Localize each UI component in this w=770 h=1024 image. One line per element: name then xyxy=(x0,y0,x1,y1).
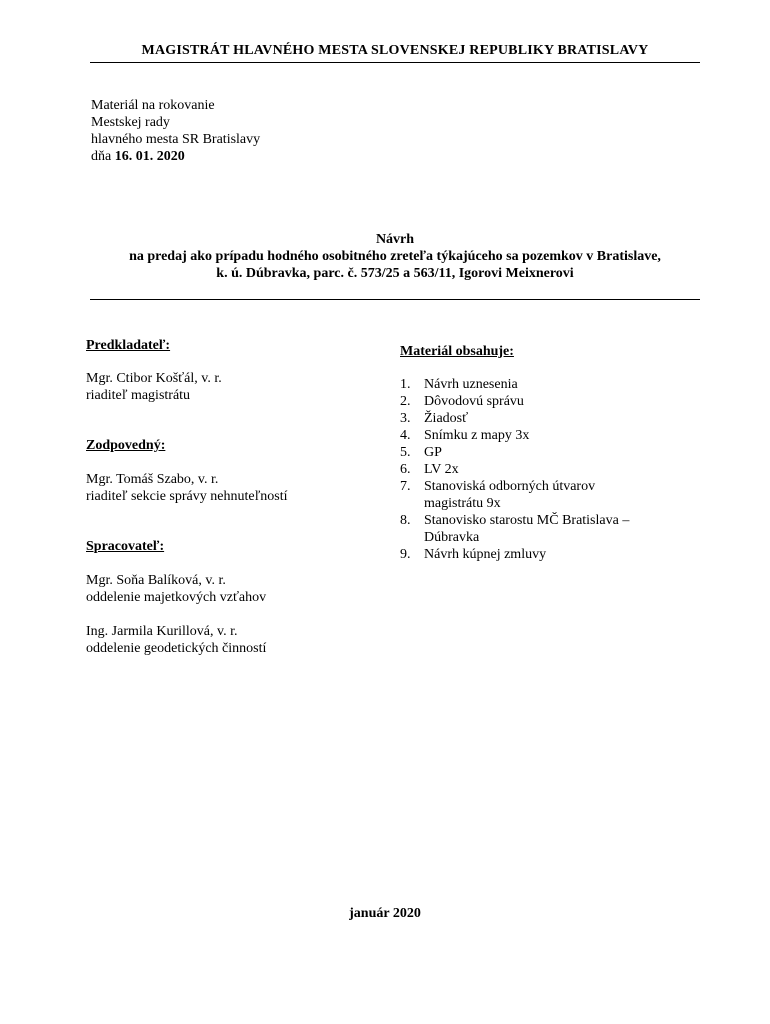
predkladatel-heading: Predkladateľ: xyxy=(86,338,171,353)
spracovatel-person xyxy=(86,572,266,606)
zodpovedny-role: riaditeľ sekcie správy nehnuteľností xyxy=(86,489,288,504)
header-rule xyxy=(90,62,700,63)
material-item-number: 5. xyxy=(400,445,411,460)
material-section xyxy=(400,343,680,563)
meeting-date-line xyxy=(91,148,260,165)
material-item xyxy=(400,427,680,444)
material-item-number: 9. xyxy=(400,547,411,562)
material-list xyxy=(400,376,680,563)
material-item-number: 6. xyxy=(400,462,411,477)
proposal-line-1: na predaj ako prípadu hodného osobitného zreteľa týkajúceho sa pozemkov v Bratislave, xyxy=(129,249,661,264)
meeting-line-1: Materiál na rokovanie xyxy=(91,98,215,113)
proposal-heading xyxy=(70,231,720,282)
material-item xyxy=(400,546,680,563)
material-item-text: Stanovisko starostu MČ Bratislava – xyxy=(424,513,630,528)
footer-date: január 2020 xyxy=(349,906,421,921)
material-heading: Materiál obsahuje: xyxy=(400,344,514,359)
material-item-number: 1. xyxy=(400,377,411,392)
material-item xyxy=(400,393,680,410)
material-item-text: LV 2x xyxy=(424,462,459,477)
material-item-number: 7. xyxy=(400,479,411,494)
material-item-text: Návrh kúpnej zmluvy xyxy=(424,547,547,562)
meeting-info xyxy=(91,97,260,165)
material-item-text: magistrátu 9x xyxy=(424,496,501,511)
material-item xyxy=(400,410,680,427)
material-item xyxy=(400,444,680,461)
zodpovedny-name: Mgr. Tomáš Szabo, v. r. xyxy=(86,472,219,487)
material-item-text: Návrh uznesenia xyxy=(424,377,518,392)
material-item-number: 2. xyxy=(400,394,411,409)
footer xyxy=(0,905,770,922)
proposal-rule xyxy=(90,299,700,300)
material-item-number: 3. xyxy=(400,411,411,426)
zodpovedny-section xyxy=(86,437,287,505)
predkladatel-role: riaditeľ magistrátu xyxy=(86,388,191,403)
spracovatel-person xyxy=(86,623,266,657)
proposal-title: Návrh xyxy=(375,232,415,247)
material-item xyxy=(400,478,680,512)
spracovatel-heading: Spracovateľ: xyxy=(86,539,165,554)
meeting-date-prefix: dňa xyxy=(91,149,115,164)
material-item-text: Dôvodovú správu xyxy=(424,394,524,409)
meeting-line-3: hlavného mesta SR Bratislavy xyxy=(91,132,261,147)
material-item-text: Stanoviská odborných útvarov xyxy=(424,479,596,494)
material-item-number: 4. xyxy=(400,428,411,443)
spracovatel-name: Mgr. Soňa Balíková, v. r. xyxy=(86,573,226,588)
material-item-text: Žiadosť xyxy=(424,411,469,426)
material-item xyxy=(400,512,680,546)
spracovatel-name: Ing. Jarmila Kurillová, v. r. xyxy=(86,624,238,639)
material-item-text: Dúbravka xyxy=(424,530,480,545)
spracovatel-role: oddelenie geodetických činností xyxy=(86,641,267,656)
material-item-text: Snímku z mapy 3x xyxy=(424,428,530,443)
material-item-number: 8. xyxy=(400,513,411,528)
spracovatel-role: oddelenie majetkových vzťahov xyxy=(86,590,267,605)
material-item xyxy=(400,376,680,393)
institution-title: MAGISTRÁT HLAVNÉHO MESTA SLOVENSKEJ REPUBLIKY BRATISLAVY xyxy=(141,43,649,58)
material-item-text: GP xyxy=(424,445,442,460)
meeting-date: 16. 01. 2020 xyxy=(114,149,185,164)
material-item xyxy=(400,461,680,478)
meeting-line-2: Mestskej rady xyxy=(91,115,170,130)
predkladatel-name: Mgr. Ctibor Košťál, v. r. xyxy=(86,371,222,386)
spracovatel-section xyxy=(86,538,266,657)
proposal-line-2: k. ú. Dúbravka, parc. č. 573/25 a 563/11, Igorovi Meixnerovi xyxy=(216,266,574,281)
zodpovedny-heading: Zodpovedný: xyxy=(86,438,166,453)
predkladatel-section xyxy=(86,337,222,404)
